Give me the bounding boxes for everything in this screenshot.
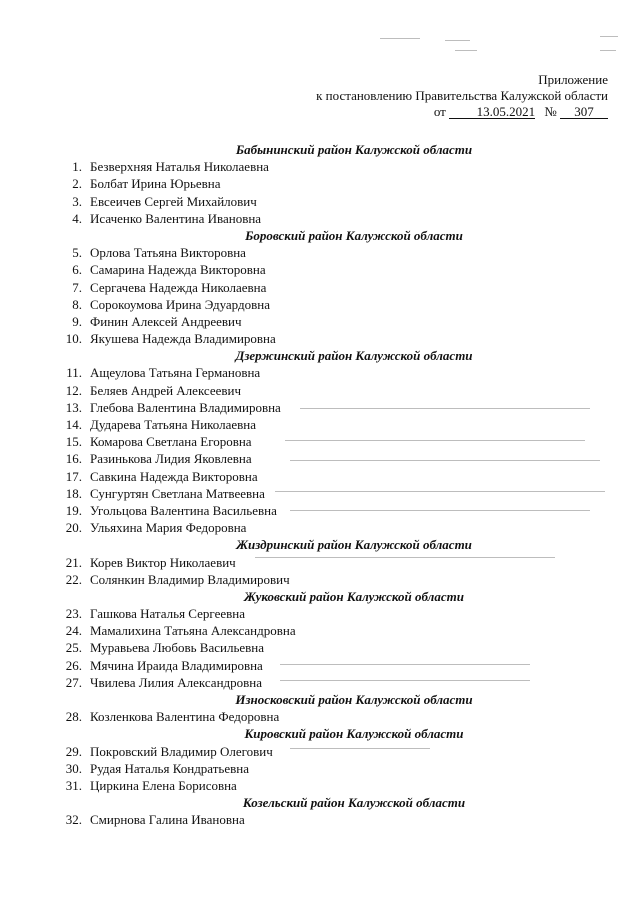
list-item: [54, 468, 614, 485]
decree-reference: к постановлению Правительства Калужской области: [316, 88, 608, 103]
list-item: [54, 450, 614, 467]
person-name: Сорокоумова Ирина Эдуардовна: [90, 296, 270, 312]
item-number: 13.: [65, 399, 82, 415]
person-name: Циркина Елена Борисовна: [90, 777, 237, 793]
item-number: 25.: [65, 640, 82, 656]
document-header: [316, 72, 608, 120]
item-number: 8.: [72, 296, 82, 312]
person-name: Дударева Татьяна Николаевна: [90, 417, 257, 432]
item-number: 16.: [65, 451, 82, 467]
list-item: [54, 416, 614, 433]
person-name: Глебова Валентина Владимировна: [90, 399, 281, 415]
district-heading: Дзержинский район Калужской области: [235, 348, 473, 364]
list-item: [54, 296, 614, 313]
list-item: [54, 639, 614, 656]
person-name: Сергачева Надежда Николаевна: [90, 279, 267, 295]
person-name: Евсеичев Сергей Михайлович: [90, 193, 257, 209]
list-item: [54, 193, 614, 210]
list-item: [54, 433, 614, 450]
list-item: [54, 279, 614, 296]
person-name: Болбат Ирина Юрьевна: [90, 176, 221, 192]
item-number: 26.: [65, 657, 82, 673]
item-number: 20.: [65, 520, 82, 536]
person-name: Покровский Владимир Олегович: [90, 743, 273, 759]
list-item: [54, 399, 614, 416]
item-number: 17.: [65, 468, 82, 484]
person-name: Комарова Светлана Егоровна: [90, 434, 252, 450]
list-item: [54, 261, 614, 278]
person-name: Якушева Надежда Владимировна: [90, 331, 276, 347]
item-number: 9.: [72, 313, 82, 329]
list-item: [54, 554, 614, 571]
person-name: Козленкова Валентина Федоровна: [90, 709, 280, 725]
item-number: 30.: [65, 760, 82, 776]
person-name: Мячина Ираида Владимировна: [90, 657, 263, 673]
person-name: Корев Виктор Николаевич: [90, 554, 236, 570]
appendix-title: Приложение: [538, 72, 608, 87]
list-item: [54, 175, 614, 192]
item-number: 19.: [65, 502, 82, 518]
person-name: Мамалихина Татьяна Александровна: [90, 623, 296, 639]
decree-date: 13.05.2021: [449, 106, 535, 119]
person-name: Орлова Татьяна Викторовна: [90, 245, 246, 261]
item-number: 23.: [65, 606, 82, 622]
list-item: [54, 244, 614, 261]
item-number: 12.: [65, 382, 82, 398]
item-number: 6.: [72, 262, 82, 278]
list-item: [54, 760, 614, 777]
list-item: [54, 485, 614, 502]
district-heading: Жуковский район Калужской области: [244, 588, 464, 604]
list-item: [54, 811, 614, 828]
decree-date-number: [316, 104, 608, 120]
list-item: [54, 330, 614, 347]
person-name: Безверхняя Наталья Николаевна: [90, 159, 269, 175]
person-name: Солянкин Владимир Владимирович: [90, 571, 290, 587]
list-item: [54, 708, 614, 725]
list-item: [54, 313, 614, 330]
list-item: [54, 777, 614, 794]
list-item: [54, 743, 614, 760]
item-number: 18.: [65, 485, 82, 501]
list-item: [54, 657, 614, 674]
date-prefix: от: [433, 104, 446, 119]
item-number: 3.: [72, 193, 82, 209]
person-name: Ащеулова Татьяна Германовна: [90, 365, 261, 381]
item-number: 1.: [72, 159, 82, 175]
person-list: [54, 141, 614, 829]
item-number: 15.: [65, 434, 82, 450]
item-number: 10.: [65, 331, 82, 347]
item-number: 14.: [65, 417, 82, 432]
district-heading: Жиздринский район Калужской области: [236, 537, 472, 553]
district-heading: Козельский район Калужской области: [242, 795, 466, 811]
person-name: Угольцова Валентина Васильевна: [90, 502, 277, 518]
district-heading: Бабынинский район Калужской области: [235, 142, 473, 157]
item-number: 28.: [65, 709, 82, 725]
person-name: Самарина Надежда Викторовна: [90, 262, 266, 278]
list-item: [54, 605, 614, 622]
decree-number: 307: [560, 106, 608, 119]
person-name: Ульяхина Мария Федоровна: [90, 520, 247, 536]
number-sign: №: [544, 104, 557, 119]
district-heading: Износковский район Калужской области: [235, 692, 473, 707]
item-number: 7.: [72, 279, 82, 295]
person-name: Финин Алексей Андреевич: [90, 313, 242, 329]
item-number: 32.: [65, 812, 82, 828]
person-name: Разинькова Лидия Яковлевна: [90, 451, 252, 467]
item-number: 27.: [65, 674, 82, 690]
item-number: 22.: [65, 571, 82, 587]
person-name: Сунгуртян Светлана Матвеевна: [90, 485, 265, 501]
list-item: [54, 364, 614, 381]
item-number: 31.: [65, 777, 82, 793]
list-item: [54, 571, 614, 588]
item-number: 11.: [66, 365, 82, 381]
item-number: 21.: [65, 554, 82, 570]
person-name: Исаченко Валентина Ивановна: [90, 210, 262, 226]
list-item: [54, 210, 614, 227]
item-number: 24.: [65, 623, 82, 639]
person-name: Савкина Надежда Викторовна: [90, 468, 258, 484]
item-number: 4.: [72, 210, 82, 226]
list-item: [54, 674, 614, 691]
person-name: Муравьева Любовь Васильевна: [90, 640, 265, 656]
person-name: Рудая Наталья Кондратьевна: [90, 760, 249, 776]
list-item: [54, 158, 614, 175]
person-name: Чвилева Лилия Александровна: [90, 674, 263, 690]
item-number: 2.: [72, 176, 82, 192]
list-item: [54, 502, 614, 519]
person-name: Смирнова Галина Ивановна: [90, 812, 245, 828]
item-number: 5.: [72, 245, 82, 261]
list-item: [54, 382, 614, 399]
district-heading: Боровский район Калужской области: [245, 227, 463, 243]
list-item: [54, 622, 614, 639]
person-name: Гашкова Наталья Сергеевна: [90, 606, 245, 622]
district-heading: Кировский район Калужской области: [244, 726, 464, 742]
list-item: [54, 519, 614, 536]
item-number: 29.: [65, 743, 82, 759]
person-name: Беляев Андрей Алексеевич: [90, 382, 242, 398]
